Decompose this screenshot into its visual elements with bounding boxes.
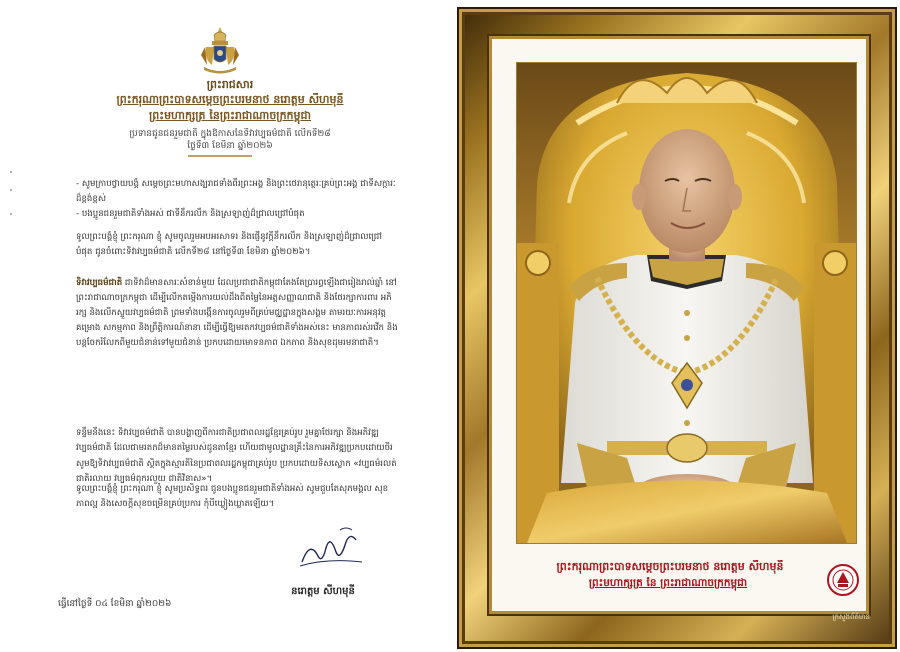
margin-marks	[8, 166, 14, 226]
paragraph-culture-day	[76, 276, 398, 426]
message-title: ព្រះរាជសារ	[206, 78, 254, 91]
portrait-illustration	[517, 63, 856, 543]
portrait-caption-title: ព្រះមហាក្សត្រ នៃ ព្រះរាជាណាចក្រកម្ពុជា	[588, 577, 748, 589]
occasion-line: ប្រទានជូនជនរួមជាតិ ក្នុងឱកាសនៃទិវាវប្បធម៌ជាតិ លើកទី២៨	[129, 129, 331, 139]
paragraph-body: ជាទិវាដ៏មានសារៈសំខាន់មួយ ដែលប្រជាជាតិកម្ពុជាតែងតែប្រារព្ធឡើងជារៀងរាល់ឆ្នាំ នៅព្រះរាជាណាចក្រកម្ពុជា ដើម្បីលើកតម្កើងការយល់ដឹងពីតម្លៃនៃអត្តសញ្ញាណជាតិ និងថែរក្សាការពារ អភិរក្ស និងលើកស្ទួយវប្បធម៌ជាតិ ព្រមទាំងបង្កើនការចូលរួមពីគ្រប់មជ្ឈដ្ឋានក្នុងសង្គម តាមរយៈការអនុវត្តគម្រោង សកម្មភាព និងព្រឹត្តិការណ៍នានា ដើម្បីធ្វើឱ្យមរតកវប្បធម៌ជាតិទាំងអស់នេះ មានភាពរស់រវើក និងបន្តចែករំលែកពីមួយជំនាន់ទៅមួយជំនាន់ ប្រកបដោយមោទនភាព ឯកភាព និងសុខដុមរមនាជាតិ។	[76, 278, 398, 348]
salutation-item: - បងប្អូនជនរួមជាតិទាំងអស់ ជាទីនឹករលឹក និងស្រឡាញ់ដ៏ជ្រាលជ្រៅបំផុត	[76, 209, 305, 219]
royal-coat-of-arms-icon	[196, 25, 244, 75]
source-watermark: ក្រសួងព័ត៌មាន	[832, 613, 870, 621]
king-portrait-photo	[516, 62, 857, 544]
salutation-list	[76, 177, 398, 221]
portrait-caption-name: ព្រះករុណាព្រះបាទសម្តេចព្រះបរមនាថ នរោត្តម សីហមុនី	[556, 560, 784, 573]
paragraph-lead: ទិវាវប្បធម៌ជាតិ	[76, 278, 123, 288]
paragraph-preservation: ទន្ទឹមនឹងនេះ ទិវាវប្បធម៌ជាតិ បានបង្ហាញពីការជាតិប្រជាពលរដ្ឋខ្មែរគ្រប់រូប រួមគ្នាថែរក្សា និងអភិវឌ្ឍវប្បធម៌ជាតិ ដែលជាមរតកដ៏មានតម្លៃរបស់ដូនតាខ្មែរ ហើយជាមូលដ្ឋានគ្រឹះនៃការអភិវឌ្ឍប្រកបដោយចីរ	[76, 428, 393, 453]
signing-date: ធ្វើនៅថ្ងៃទី ០៤ ខែមិនា ឆ្នាំ២០២៦	[58, 599, 172, 609]
paragraph-motto: សូមឱ្យទិវាវប្បធម៌ជាតិ ស្ថិតក្នុងស្មារតីនៃប្រជាពលរដ្ឋកម្ពុជាគ្រប់រូប ប្រកបដោយទិសស្លោក «វប្បធម៌រលត់ ជាតិរលាយ វប្បធម៌ពុករលួយ ជាតិវិនាស»។	[76, 459, 397, 484]
signer-name: នរោត្តម សីហមុនី	[291, 586, 355, 597]
heading-divider	[188, 155, 252, 157]
king-name-heading: ព្រះករុណាព្រះបាទសម្តេចព្រះបរមនាថ នរោត្តម សីហមុនី	[116, 93, 344, 106]
salutation-item: - សូមក្រាបថ្វាយបង្គំ សម្តេចព្រះមហាសង្ឃរាជទាំងពីរព្រះអង្គ និងព្រះថេរានុត្ថេរៈគ្រប់ព្រះអង្គ ជាទីសក្ការៈដ៏ខ្ពង់ខ្ពស់	[76, 179, 396, 204]
message-date: ថ្ងៃទី៣ ខែមិនា ឆ្នាំ២០២៦	[187, 141, 273, 151]
paragraph-greeting: ទូលព្រះបង្គំខ្ញុំ ព្រះករុណា ខ្ញុំ សូមចូលរួមអបអរសាទរ និងផ្ញើនូវក្តីនឹករលឹក និងស្រឡាញ់ដ៏ជ្រាលជ្រៅបំផុត ជូនចំពោះទិវាវប្បធម៌ជាតិ លើកទី២៨ នៅថ្ងៃទី៣ ខែមិនា ឆ្នាំ២០២៦។	[76, 232, 382, 257]
paragraph-blessing: ទូលព្រះបង្គំខ្ញុំ ព្រះករុណា ខ្ញុំ សូមប្រសិទ្ធពរ ជូនបងប្អូនជនរួមជាតិទាំងអស់ សូមជួបតែសុភមង្គល សុខភាពល្អ និងសេចក្តីសុខចម្រើនគ្រប់ប្រការ កុំបីឃ្លៀងឃ្លាតឡើយ។	[76, 484, 389, 509]
king-role-heading: ព្រះមហាក្សត្រ នៃព្រះរាជាណាចក្រកម្ពុជា	[148, 109, 311, 122]
ministry-seal-icon	[826, 563, 860, 597]
royal-signature	[296, 522, 366, 572]
